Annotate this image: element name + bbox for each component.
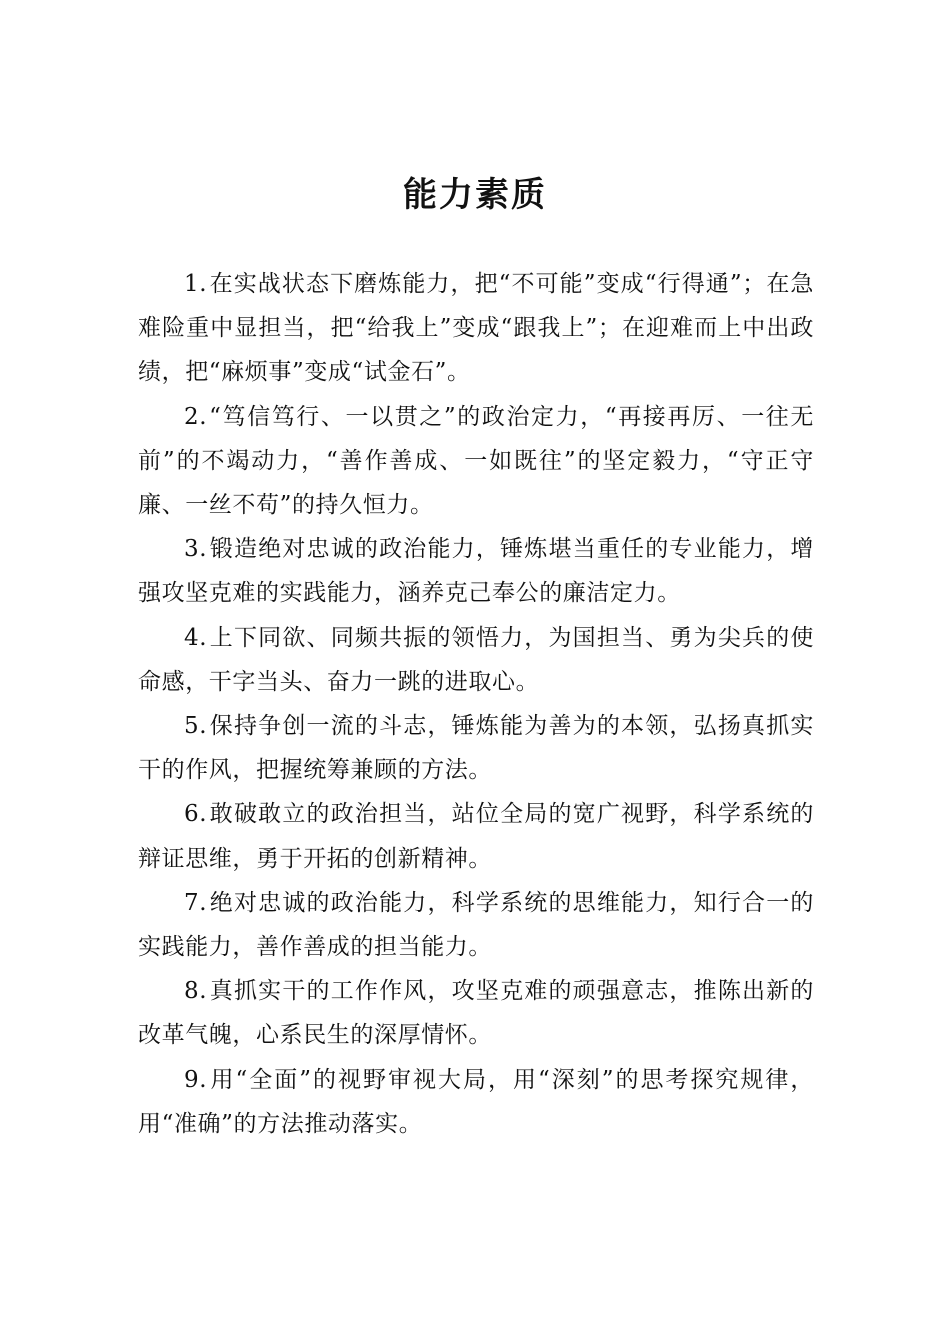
item-number: 6. bbox=[184, 801, 208, 828]
item-text: 锻造绝对忠诚的政治能力，锤炼堪当重任的专业能力，增强攻坚克难的实践能力，涵养克己奉公的廉洁定力。 bbox=[138, 536, 814, 607]
item-number: 4. bbox=[184, 624, 208, 651]
item-number: 2. bbox=[184, 403, 208, 430]
list-item bbox=[138, 262, 814, 395]
item-text: 保持争创一流的斗志，锤炼能为善为的本领，弘扬真抓实干的作风，把握统筹兼顾的方法。 bbox=[138, 713, 814, 784]
item-text: “笃信笃行、一以贯之”的政治定力，“再接再厉、一往无前”的不竭动力，“善作善成、一如既往”的坚定毅力，“守正守廉、一丝不苟”的持久恒力。 bbox=[138, 403, 814, 519]
item-number: 9. bbox=[184, 1066, 208, 1093]
list-item bbox=[138, 395, 814, 528]
list-item bbox=[138, 704, 814, 792]
list-item bbox=[138, 1058, 814, 1146]
document-body bbox=[138, 262, 814, 1146]
item-number: 1. bbox=[184, 271, 208, 297]
list-item bbox=[138, 969, 814, 1057]
item-text: 用“全面”的视野审视大局，用“深刻”的思考探究规律，用“准确”的方法推动落实。 bbox=[138, 1066, 814, 1137]
list-item bbox=[138, 792, 814, 880]
document-title: 能力素质 bbox=[403, 175, 547, 215]
item-number: 7. bbox=[184, 889, 208, 916]
item-text: 绝对忠诚的政治能力，科学系统的思维能力，知行合一的实践能力，善作善成的担当能力。 bbox=[138, 889, 814, 961]
item-number: 5. bbox=[184, 713, 208, 740]
item-text: 真抓实干的工作作风，攻坚克难的顽强意志，推陈出新的改革气魄，心系民生的深厚情怀。 bbox=[138, 978, 814, 1049]
item-text: 在实战状态下磨炼能力，把“不可能”变成“行得通”；在急难险重中显担当，把“给我上”变成“跟我上”；在迎难而上中出政绩，把“麻烦事”变成“试金石”。 bbox=[138, 271, 814, 386]
list-item bbox=[138, 527, 814, 615]
list-item bbox=[138, 616, 814, 704]
list-item bbox=[138, 881, 814, 969]
item-number: 3. bbox=[184, 536, 208, 563]
item-number: 8. bbox=[184, 978, 208, 1005]
item-text: 敢破敢立的政治担当，站位全局的宽广视野，科学系统的辩证思维，勇于开拓的创新精神。 bbox=[138, 801, 814, 872]
item-text: 上下同欲、同频共振的领悟力，为国担当、勇为尖兵的使命感，干字当头、奋力一跳的进取心。 bbox=[138, 624, 814, 695]
